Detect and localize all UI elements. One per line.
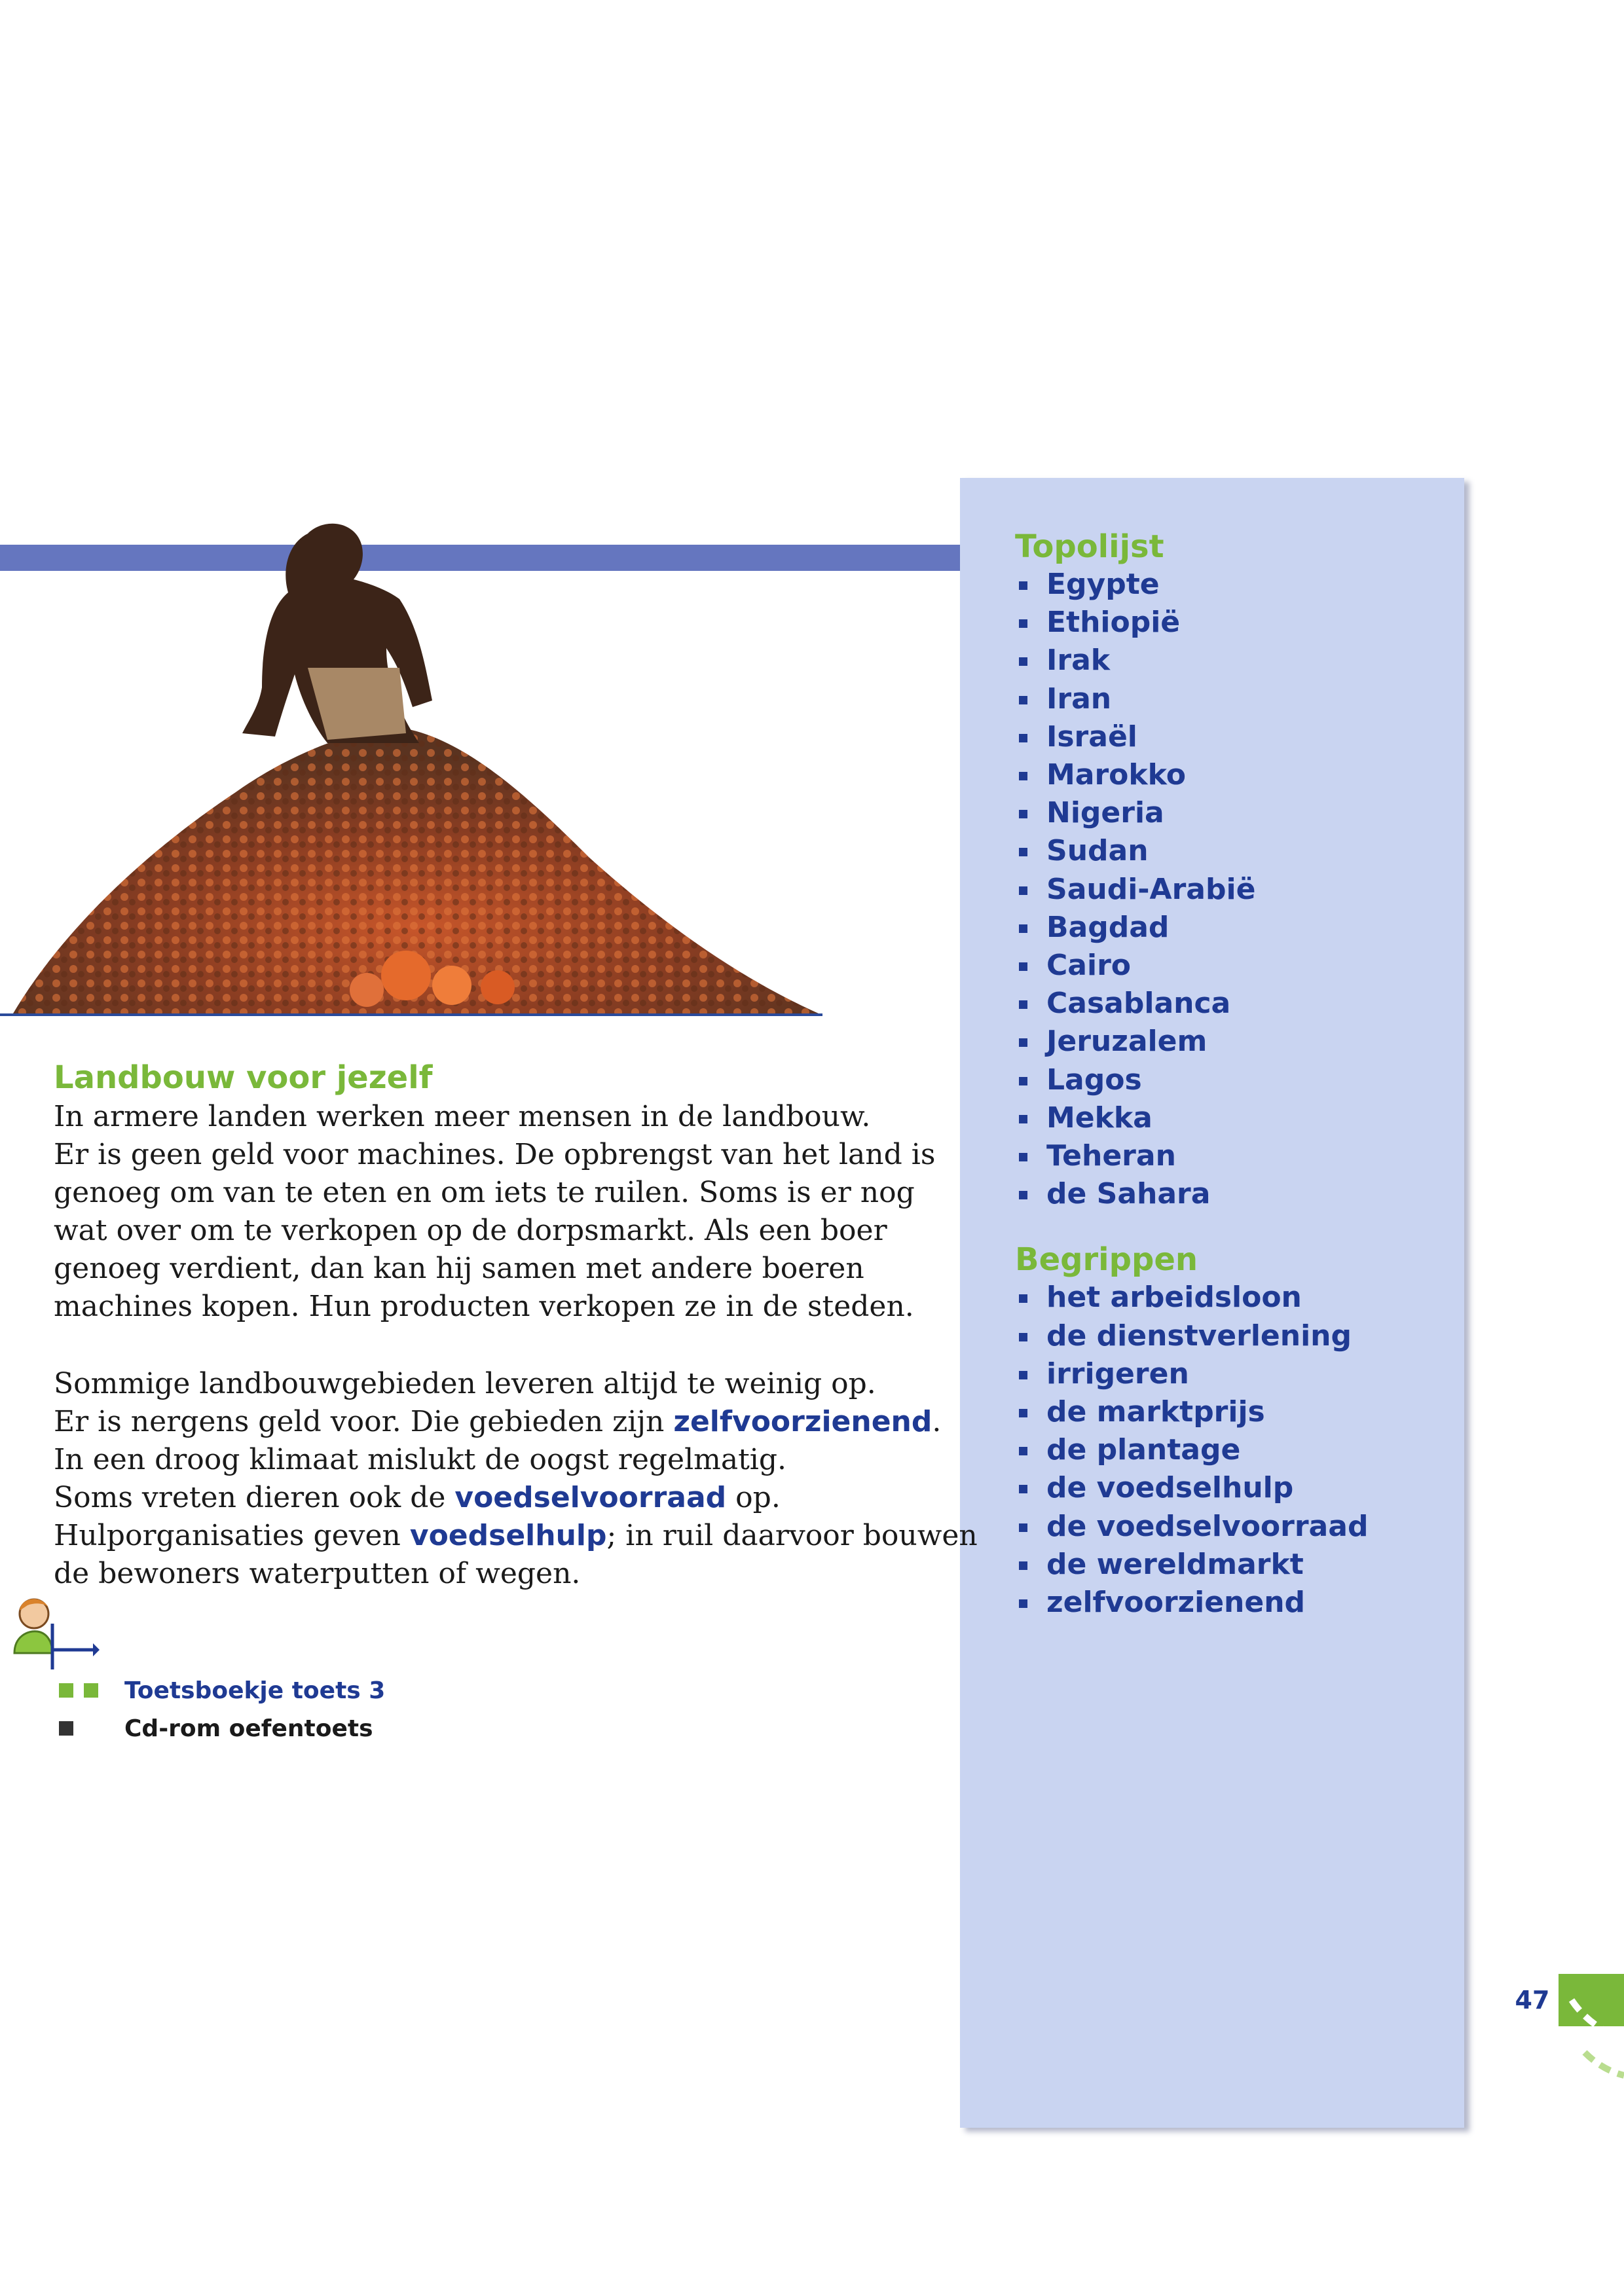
term-zelfvoorzienend: zelfvoorzienend bbox=[673, 1405, 932, 1438]
begrip-item: de plantage bbox=[1015, 1431, 1368, 1469]
topo-item: Egypte bbox=[1015, 566, 1368, 604]
topo-item: Saudi-Arabië bbox=[1015, 871, 1368, 909]
text-span: op. bbox=[726, 1481, 781, 1514]
text-span: ; in ruil daarvoor bouwen bbox=[606, 1519, 978, 1552]
begrip-item: de voedselvoorraad bbox=[1015, 1508, 1368, 1546]
photo-baseline bbox=[0, 1013, 822, 1016]
text-span: Soms vreten dieren ook de bbox=[54, 1481, 455, 1514]
text-line: machines kopen. Hun producten verkopen ze in de steden. bbox=[54, 1290, 914, 1323]
text-span: . bbox=[932, 1405, 942, 1438]
text-line: wat over om te verkopen op de dorpsmarkt. Als een boer bbox=[54, 1214, 887, 1247]
green-square-icon bbox=[59, 1683, 73, 1698]
begrippen-list bbox=[1015, 1279, 1368, 1622]
topo-item: Jeruzalem bbox=[1015, 1023, 1368, 1061]
topo-item: de Sahara bbox=[1015, 1175, 1368, 1213]
text-span: Er is nergens geld voor. Die gebieden zijn bbox=[54, 1405, 674, 1438]
text-line: genoeg verdient, dan kan hij samen met andere boeren bbox=[54, 1252, 864, 1285]
text-line bbox=[54, 1479, 978, 1517]
topo-item: Israël bbox=[1015, 718, 1368, 756]
topo-item: Sudan bbox=[1015, 832, 1368, 870]
text-span: Hulporganisaties geven bbox=[54, 1519, 410, 1552]
green-corner-tab-icon bbox=[1559, 1974, 1624, 2098]
dark-square-icon bbox=[59, 1721, 73, 1736]
palm-fruit-pile-photo bbox=[0, 517, 825, 1015]
topo-item: Mekka bbox=[1015, 1099, 1368, 1137]
text-line: In armere landen werken meer mensen in de landbouw. bbox=[54, 1100, 871, 1133]
text-line: genoeg om van te eten en om iets te ruilen. Soms is er nog bbox=[54, 1176, 915, 1209]
begrip-item: de voedselhulp bbox=[1015, 1469, 1368, 1507]
topo-item: Nigeria bbox=[1015, 794, 1368, 832]
begrip-item: zelfvoorzienend bbox=[1015, 1584, 1368, 1622]
cdrom-row bbox=[59, 1714, 373, 1742]
begrip-item: de dienstverlening bbox=[1015, 1317, 1368, 1355]
term-voedselhulp: voedselhulp bbox=[409, 1519, 607, 1552]
page-number: 47 bbox=[1506, 1974, 1559, 2026]
sidebar-panel bbox=[960, 478, 1464, 2128]
topo-item: Bagdad bbox=[1015, 909, 1368, 947]
topolijst-heading: Topolijst bbox=[1015, 528, 1164, 565]
topo-item: Lagos bbox=[1015, 1061, 1368, 1099]
topo-item: Cairo bbox=[1015, 947, 1368, 985]
section-heading: Landbouw voor jezelf bbox=[54, 1059, 433, 1096]
paragraph-2 bbox=[54, 1365, 978, 1593]
topo-item: Teheran bbox=[1015, 1137, 1368, 1175]
begrip-item: de wereldmarkt bbox=[1015, 1546, 1368, 1584]
term-voedselvoorraad: voedselvoorraad bbox=[454, 1481, 727, 1514]
text-line: de bewoners waterputten of wegen. bbox=[54, 1557, 581, 1590]
begrip-item: irrigeren bbox=[1015, 1355, 1368, 1393]
topo-item: Marokko bbox=[1015, 756, 1368, 794]
topolijst-list bbox=[1015, 566, 1368, 1213]
text-line: Er is geen geld voor machines. De opbrengst van het land is bbox=[54, 1138, 936, 1171]
text-line: Sommige landbouwgebieden leveren altijd te weinig op. bbox=[54, 1367, 876, 1400]
topo-item: Ethiopië bbox=[1015, 604, 1368, 642]
text-line: In een droog klimaat mislukt de oogst regelmatig. bbox=[54, 1443, 787, 1476]
begrip-item: de marktprijs bbox=[1015, 1393, 1368, 1431]
topo-item: Casablanca bbox=[1015, 985, 1368, 1023]
text-line bbox=[54, 1403, 978, 1441]
toetsboekje-label: Toetsboekje toets 3 bbox=[124, 1677, 386, 1704]
pointing-student-icon bbox=[1, 1591, 100, 1683]
green-square-icon bbox=[84, 1683, 98, 1698]
cdrom-label: Cd-rom oefentoets bbox=[124, 1715, 373, 1742]
text-line bbox=[54, 1517, 978, 1555]
topo-item: Iran bbox=[1015, 680, 1368, 718]
toetsboekje-row bbox=[59, 1676, 385, 1704]
begrip-item: het arbeidsloon bbox=[1015, 1279, 1368, 1317]
paragraph-1 bbox=[54, 1098, 935, 1326]
topo-item: Irak bbox=[1015, 642, 1368, 680]
begrippen-heading: Begrippen bbox=[1015, 1241, 1198, 1279]
